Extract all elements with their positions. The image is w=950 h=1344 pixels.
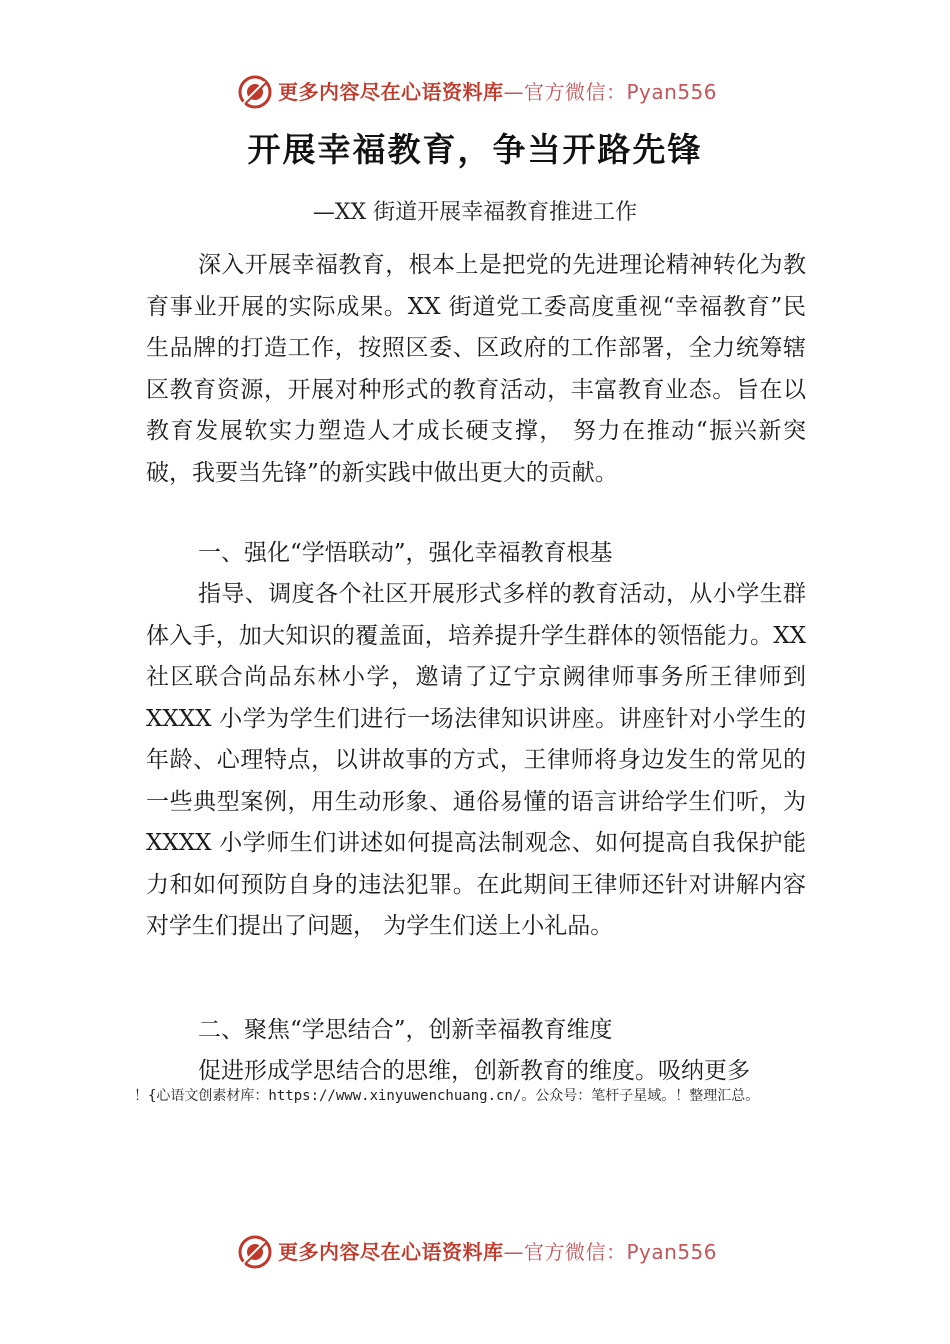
section-heading-2: 二、聚焦“学思结合”，创新幸福教育维度 (198, 1017, 613, 1043)
watermark-slogan: 更多内容尽在心语资料库 (278, 80, 504, 104)
body-paragraph-2: 指导、调度各个社区开展形式多样的教育活动，从小学生群体入手，加大知识的覆盖面，培养提升学生群体的领悟能力。XX 社区联合尚品东林小学，邀请了辽宁京阙律师事务所王律师到 XXXX 小学为学生们进行一场法律知识讲座。讲座针对小学生的年龄、心理特点，以讲故事的方式，王律师将身边发生的常见的一些典型案例，用生动形象、通俗易懂的语言讲给学生们听，为 XXXX 小学师生们讲述如何提高法制观念、如何提高自我保护能力和如何预防自身的违法犯罪。在此期间王律师还针对讲解内容对学生们提出了问题， 为学生们送上小礼品。 (146, 581, 806, 939)
watermark-label: 官方微信： (524, 1240, 627, 1264)
source-footnote: ！{心语文创素材库：https://www.xinyuwenchuang.cn/。公众号：笔杆子星域。！整理汇总。 (134, 1088, 760, 1104)
document-title: 开展幸福教育，争当开路先锋 (247, 130, 703, 169)
watermark-slogan: 更多内容尽在心语资料库 (278, 1240, 504, 1264)
section-heading-1: 一、强化“学悟联动”，强化幸福教育根基 (198, 540, 613, 566)
watermark-id: Pyan556 (626, 1240, 718, 1264)
watermark-label: 官方微信： (524, 80, 627, 104)
watermark-banner-top (0, 70, 950, 114)
watermark-separator: — (503, 80, 524, 104)
watermark-id: Pyan556 (626, 80, 718, 104)
document-subtitle: —XX 街道开展幸福教育推进工作 (312, 200, 638, 225)
watermark-separator: — (503, 1240, 524, 1264)
watermark-text (278, 77, 717, 107)
body-paragraph-1: 深入开展幸福教育，根本上是把党的先进理论精神转化为教育事业开展的实际成果。XX 街道党工委高度重视“幸福教育”民生品牌的打造工作，按照区委、区政府的工作部署，全力统筹辖区教育资源，开展对种形式的教育活动，丰富教育业态。旨在以教育发展软实力塑造人才成长硬支撑， 努力在推动“振兴新突破，我要当先锋”的新实践中做出更大的贡献。 (146, 252, 806, 486)
watermark-banner-bottom (0, 1230, 950, 1274)
brand-logo-icon (237, 74, 273, 110)
body-paragraph-3: 促进形成学思结合的思维，创新教育的维度。吸纳更多 (198, 1058, 750, 1084)
watermark-text (278, 1237, 717, 1267)
brand-logo-icon (237, 1234, 273, 1270)
